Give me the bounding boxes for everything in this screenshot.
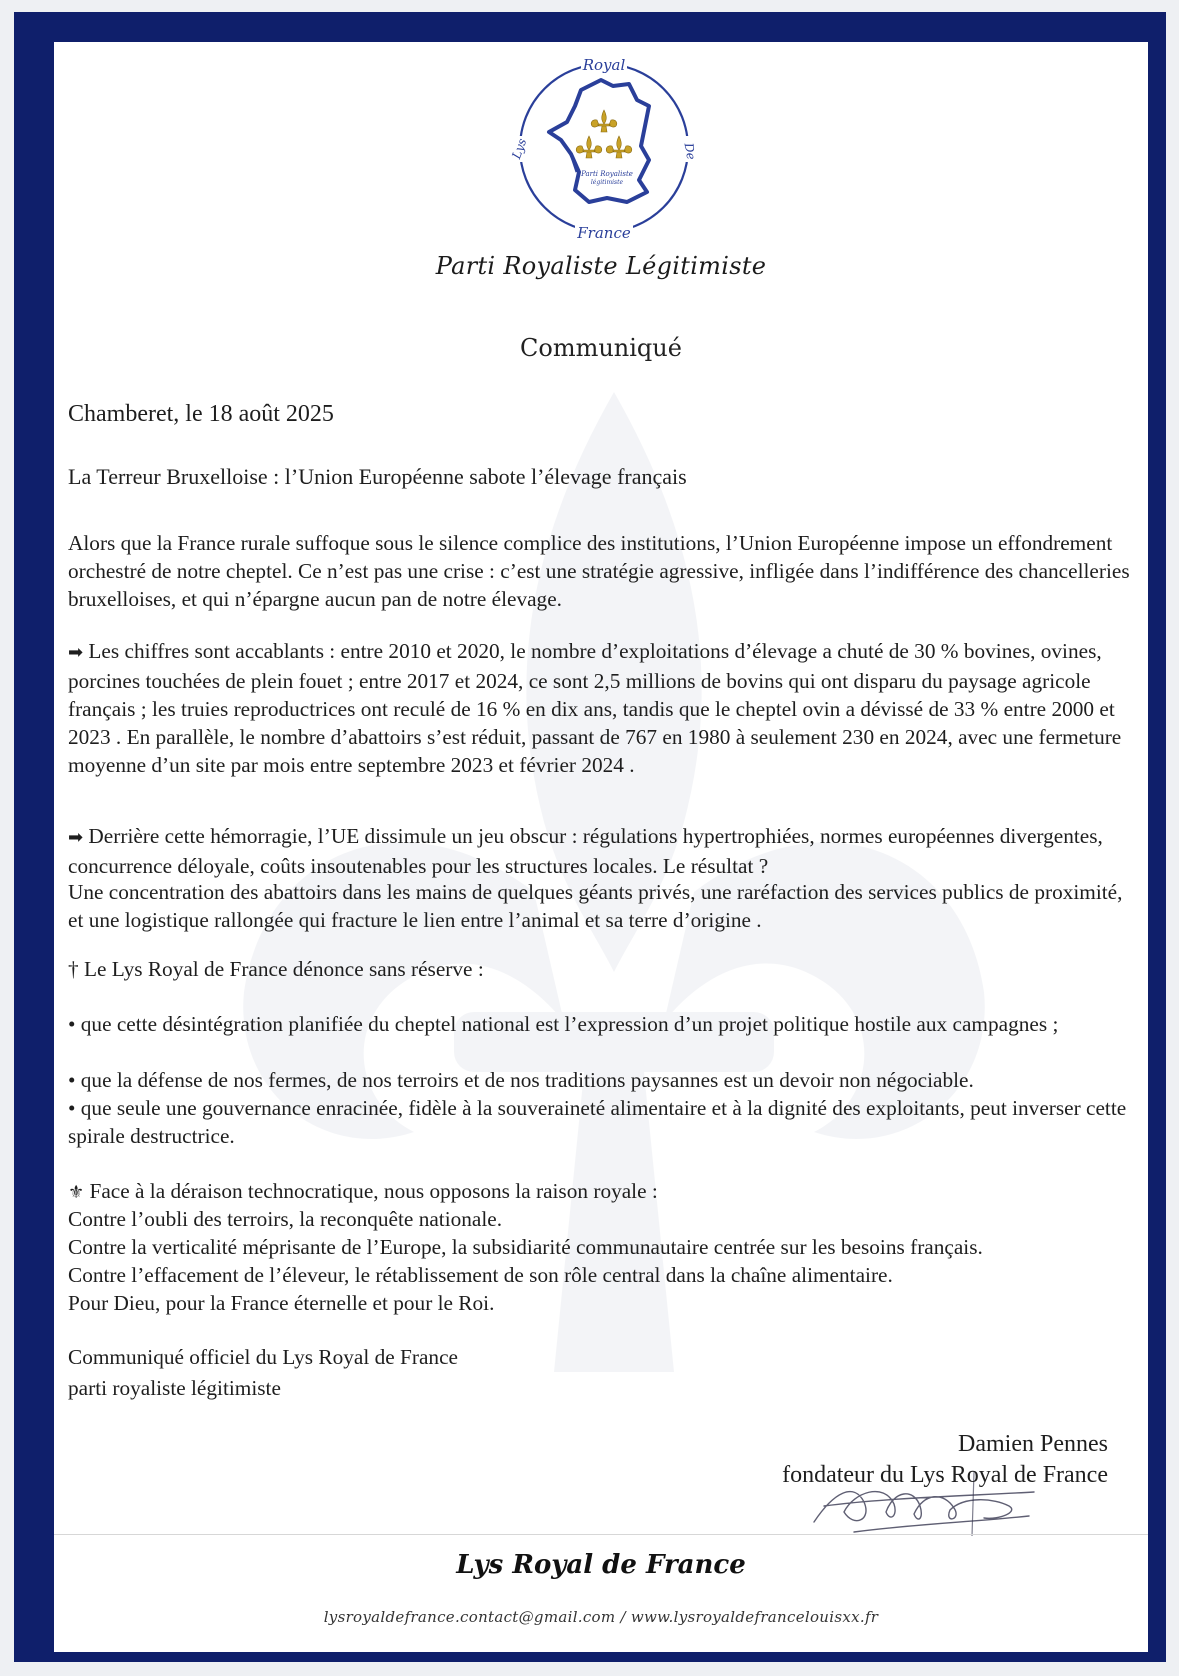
footer-divider xyxy=(54,1534,1148,1535)
letter-paper xyxy=(54,42,1148,1652)
signatory-role: fondateur du Lys Royal de France xyxy=(782,1462,1108,1488)
logo-right-text: De xyxy=(681,141,699,161)
reason-line-3: Contre l’effacement de l’éleveur, le rétablissement de son rôle central dans la chaîne alimentaire. xyxy=(68,1263,893,1287)
reason-line-1: Contre l’oubli des terroirs, la reconquête nationale. xyxy=(68,1207,503,1231)
communique-title: La Terreur Bruxelloise : l’Union Européenne sabote l’élevage français xyxy=(68,464,687,489)
logo-inner-text-2: légitimiste xyxy=(590,179,624,186)
fleur-de-lis-icon: ⚜ xyxy=(68,1182,85,1203)
logo-inner-text-1: Parti Royaliste xyxy=(581,170,633,178)
bullet-2: • que la défense de nos fermes, de nos terroirs et de nos traditions paysannes est un devoir non négociable. xyxy=(68,1068,974,1092)
footer-contact: lysroyaldefrance.contact@gmail.com / www.lysroyaldefrancelouisxx.fr xyxy=(323,1608,879,1626)
signatory-name: Damien Pennes xyxy=(958,1431,1108,1457)
communique-heading: Communiqué xyxy=(520,334,682,362)
logo-top-text: Royal xyxy=(582,56,626,74)
party-name: Parti Royaliste Légitimiste xyxy=(435,252,767,280)
closing-line-2: parti royaliste légitimiste xyxy=(68,1376,281,1400)
arrow-icon: ➡ xyxy=(68,642,84,663)
dateline: Chamberet, le 18 août 2025 xyxy=(68,401,334,427)
figures-paragraph xyxy=(68,637,1138,779)
reason-line-4: Pour Dieu, pour la France éternelle et pour le Roi. xyxy=(68,1291,495,1315)
reason-intro xyxy=(68,1177,1138,1207)
reason-line-2: Contre la verticalité méprisante de l’Europe, la subsidiarité communautaire centrée sur les besoins français. xyxy=(68,1235,983,1259)
signature-block xyxy=(782,1429,1108,1491)
figures-text: Les chiffres sont accablants : entre 2010 et 2020, le nombre d’exploitations d’élevage a chuté de 30 % bovines, ovines, porcines touchées de plein fouet ; entre 2017 et 2024, ce sont 2,5 millions de bovins qui ont disparu du paysage agricole français ; les truies reproductrices ont reculé de 16 % en dix ans, tandis que le cheptel ovin a dévissé de 33 % entre 2000 et 2023 . En parallèle, le nombre d’abattoirs s’est réduit, passant de 767 en 1980 à seulement 230 en 2024, avec une fermeture moyenne d’un site par mois entre septembre 2023 et février 2024 . xyxy=(68,639,1122,777)
arrow-icon: ➡ xyxy=(68,827,84,848)
logo-bottom-text: France xyxy=(577,224,631,242)
bullet-1: • que cette désintégration planifiée du cheptel national est l’expression d’un projet politique hostile aux campagnes ; xyxy=(68,1012,1059,1036)
hemorrhage-paragraph xyxy=(68,822,1138,880)
concentration-paragraph: Une concentration des abattoirs dans les mains de quelques géants privés, une raréfaction des services publics de proximité, et une logistique rallongée qui fracture le lien entre l’animal et sa terre d’origine . xyxy=(68,880,1123,932)
logo-left-text: Lys xyxy=(509,136,530,161)
reason-intro-text: Face à la déraison technocratique, nous opposons la raison royale : xyxy=(89,1179,658,1203)
footer-party-name: Lys Royal de France xyxy=(456,1550,746,1580)
party-logo xyxy=(509,50,699,246)
hemorrhage-text: Derrière cette hémorragie, l’UE dissimule un jeu obscur : régulations hypertrophiées, normes européennes divergentes, concurrence déloyale, coûts insoutenables pour les structures locales. Le résultat ? xyxy=(68,824,1103,878)
closing-line-1: Communiqué officiel du Lys Royal de France xyxy=(68,1345,458,1369)
intro-paragraph: Alors que la France rurale suffoque sous le silence complice des institutions, l’Union Européenne impose un effondrement orchestré de notre cheptel. Ce n’est pas une crise : c’est une stratégie agressive, infligée dans l’indifférence des chancelleries bruxelloises, et qui n’épargne aucun pan de notre élevage. xyxy=(68,531,1130,611)
bullet-3: • que seule une gouvernance enracinée, fidèle à la souveraineté alimentaire et à la dignité des exploitants, peut inverser cette spirale destructrice. xyxy=(68,1096,1127,1148)
page-frame xyxy=(14,12,1166,1662)
denounce-heading: † Le Lys Royal de France dénonce sans réserve : xyxy=(68,957,484,981)
